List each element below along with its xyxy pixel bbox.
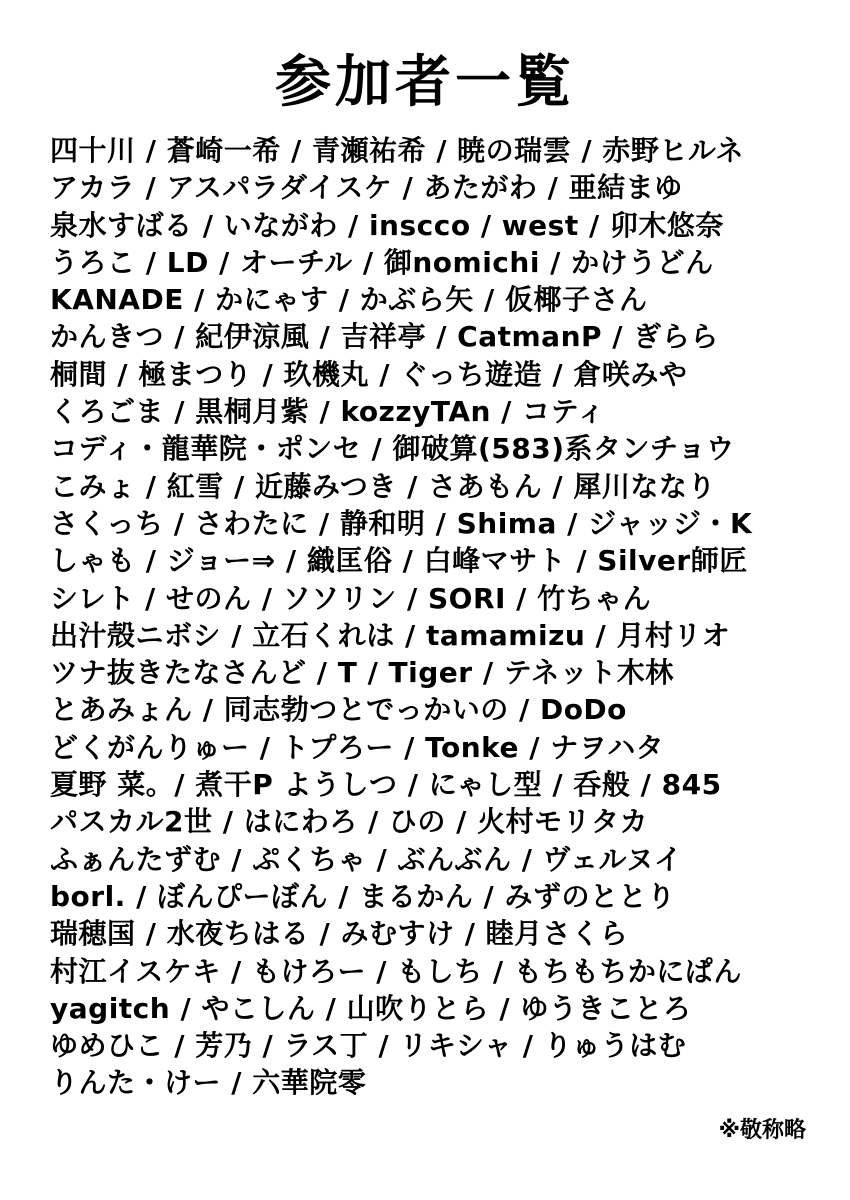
participant-line: ツナ抜きたなさんど / T / Tiger / テネット木林 <box>50 656 674 690</box>
participant-line: こみょ / 紅雪 / 近藤みつき / さあもん / 犀川ななり <box>50 469 716 503</box>
participant-line: ふぁんたずむ / ぷくちゃ / ぶんぶん / ヴェルヌイ <box>50 842 683 876</box>
participant-line: yagitch / やこしん / 山吹りとら / ゆうきことろ <box>50 991 692 1025</box>
participant-line: うろこ / LD / オーチル / 御nomichi / かけうどん <box>50 245 714 279</box>
participant-line: コディ・龍華院・ポンセ / 御破算(583)系タンチョウ <box>50 432 735 466</box>
participant-line: ゆめひこ / 芳乃 / ラス丁 / リキシャ / りゅうはむ <box>50 1029 687 1063</box>
participant-line: りんた・けー / 六華院零 <box>50 1066 367 1100</box>
participant-line: アカラ / アスパラダイスケ / あたがわ / 亜結まゆ <box>50 171 683 205</box>
participant-line: さくっち / さわたに / 静和明 / Shima / ジャッジ・K <box>50 506 753 540</box>
participant-line: 村江イスケキ / もけろー / もしち / もちもちかにぱん <box>50 954 742 988</box>
participant-line: 四十川 / 蒼崎一希 / 青瀬祐希 / 暁の瑞雲 / 赤野ヒルネ <box>50 134 745 167</box>
honorifics-omitted-note: ※敬称略 <box>718 1118 806 1143</box>
participant-line: 桐間 / 極まつり / 玖機丸 / ぐっち遊造 / 倉咲みや <box>50 357 688 391</box>
participant-line: しゃも / ジョー⇒ / 織匡俗 / 白峰マサト / Silver師匠 <box>50 544 748 578</box>
participant-line: 出汁殻ニボシ / 立石くれは / tamamizu / 月村リオ <box>50 618 731 652</box>
participant-line: とあみょん / 同志勃つとでっかいの / DoDo <box>50 693 627 727</box>
participant-line: 瑞穂国 / 水夜ちはる / みむすけ / 睦月さくら <box>50 917 629 951</box>
participant-line: どくがんりゅー / トプろー / Tonke / ナヲハタ <box>50 730 665 764</box>
participant-line: borl. / ぼんぴーぼん / まるかん / みずのととり <box>50 879 676 913</box>
participant-list <box>50 132 820 1102</box>
participant-line: くろごま / 黒桐月紫 / kozzyTAn / コティ <box>50 395 606 429</box>
participant-line: 夏野 菜。/ 煮干P ようしつ / にゃし型 / 呑般 / 845 <box>50 768 722 802</box>
participant-line: かんきつ / 紀伊涼風 / 吉祥亭 / CatmanP / ぎらら <box>50 320 719 354</box>
participant-line: シレト / せのん / ソソリン / SORI / 竹ちゃん <box>50 581 652 615</box>
page-title: 参加者一覧 <box>275 50 575 115</box>
participant-line: 泉水すばる / いながわ / inscco / west / 卯木悠奈 <box>50 208 724 242</box>
participant-line: KANADE / かにゃす / かぶら矢 / 仮椰子さん <box>50 283 648 317</box>
participant-line: パスカル2世 / はにわろ / ひの / 火村モリタカ <box>50 805 649 839</box>
